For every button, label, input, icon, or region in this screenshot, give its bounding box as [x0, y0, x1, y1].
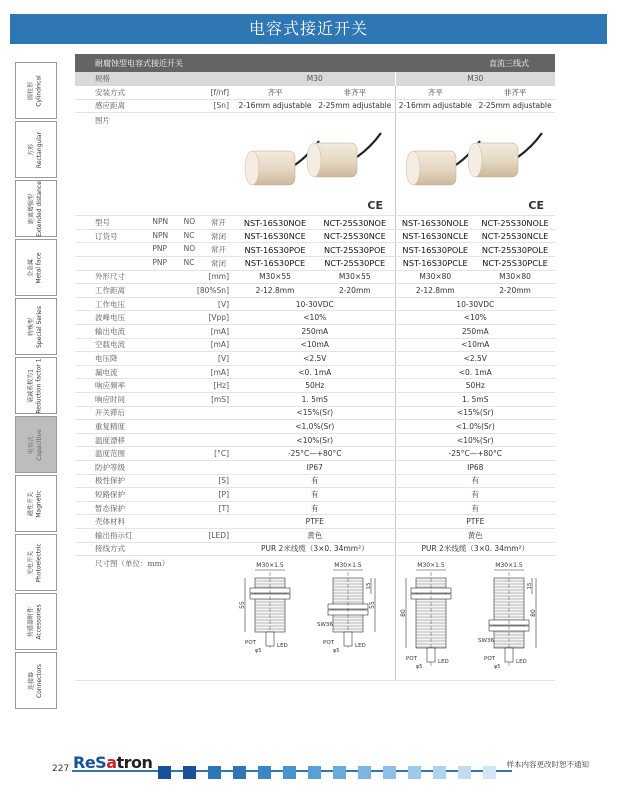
footer-square — [233, 766, 246, 779]
row-value: M30×55 — [235, 270, 315, 284]
output-type: PNP — [152, 244, 167, 254]
model-number: NST-16S30POLE — [395, 243, 475, 257]
row-label: 极性保护 — [75, 474, 185, 488]
row-unit — [185, 515, 235, 529]
category-sidebar — [15, 62, 57, 711]
cable-diameter-label: φ5 — [255, 648, 262, 655]
spec-row — [75, 433, 555, 447]
order-code-row — [75, 243, 555, 257]
contact-type: NC — [183, 257, 195, 267]
row-value: <0. 1mA — [235, 365, 395, 379]
row-value: 2-12.8mm — [235, 284, 315, 298]
row-value: <2.5V — [235, 352, 395, 366]
row-unit: [80%Sn] — [185, 284, 235, 298]
footer-square — [183, 766, 196, 779]
model-number: NST-16S30PCE — [235, 257, 315, 271]
row-value: 有 — [235, 474, 395, 488]
footer-square — [458, 766, 471, 779]
detection-label: 15 — [526, 582, 533, 590]
row-value: 250mA — [235, 325, 395, 339]
output-type: NPN — [152, 217, 169, 227]
row-unit — [185, 460, 235, 474]
picture-row — [75, 113, 555, 216]
row-value: PTFE — [395, 515, 555, 529]
footer-square — [433, 766, 446, 779]
section-title: 耐腐蚀型电容式接近开关 — [95, 58, 183, 68]
dimension-drawing-row — [75, 556, 555, 681]
row-value: <1.0%(Sr) — [395, 420, 555, 434]
footer-square — [383, 766, 396, 779]
row-value: <10% — [235, 311, 395, 325]
sidebar-tab-text: 全金属 Metal face — [27, 251, 43, 284]
row-value: 有 — [395, 474, 555, 488]
spec-row — [75, 86, 555, 100]
row-unit: [mS] — [185, 393, 235, 407]
sidebar-tab-text: 光电开关 Photoelectric — [28, 542, 43, 583]
model-number: NCT-25S30PCLE — [475, 257, 555, 271]
ce-mark: CE — [527, 199, 544, 213]
row-value: 250mA — [395, 325, 555, 339]
row-label: 响应时间 — [75, 393, 185, 407]
cable-diameter-label: φ5 — [493, 664, 500, 671]
cable-diameter-label: φ5 — [333, 648, 340, 655]
row-label: 响应频率 — [75, 379, 185, 393]
model-number: NST-16S30NOLE — [395, 216, 475, 230]
model-group-1: M30 — [235, 72, 395, 86]
row-value: 齐平 — [395, 86, 475, 100]
sidebar-tab-text: 方形 Rectangular — [28, 131, 43, 168]
row-unit: [f/nf] — [185, 86, 235, 100]
order-code-row — [75, 216, 555, 230]
thread-label: M30×1.5 — [256, 562, 284, 570]
row-unit — [185, 433, 235, 447]
length-label: 55 — [239, 601, 246, 609]
row-unit — [185, 420, 235, 434]
row-value: 非齐平 — [315, 86, 395, 100]
sidebar-tab-text: 连接器 Connectors — [27, 663, 43, 698]
row-value: 50Hz — [235, 379, 395, 393]
length-label: 80 — [529, 609, 537, 617]
spec-header-row — [75, 72, 555, 86]
sidebar-tab-0[interactable] — [15, 62, 57, 119]
row-unit: [mA] — [185, 325, 235, 339]
row-value: <1.0%(Sr) — [235, 420, 395, 434]
row-unit: [V] — [185, 352, 235, 366]
row-value: -25°C—+80°C — [395, 447, 555, 461]
order-code-label — [75, 257, 235, 271]
row-value: 2-25mm adjustable — [475, 99, 555, 113]
row-value: PUR 2米线缆（3×0. 34mm²） — [395, 542, 555, 556]
row-value: 2-16mm adjustable — [395, 99, 475, 113]
footer-square — [283, 766, 296, 779]
wrench-size-label: SW36 — [477, 638, 494, 645]
row-unit: [Vpp] — [185, 311, 235, 325]
dimension-drawing — [398, 556, 556, 678]
spec-row — [75, 447, 555, 461]
sidebar-tab-text: 衰减系数为1 Reduction factor 1 — [28, 357, 43, 414]
contact-type-cn: 常闭 — [210, 231, 226, 241]
sensor-drawing — [239, 562, 290, 654]
row-value: <10%(Sr) — [235, 433, 395, 447]
row-unit: [Sn] — [185, 99, 235, 113]
row-label: 漏电流 — [75, 365, 185, 379]
order-code-label — [75, 243, 235, 257]
sensor-drawing — [478, 562, 537, 670]
row-value: 非齐平 — [475, 86, 555, 100]
row-value: M30×55 — [315, 270, 395, 284]
sensor-drawing — [400, 562, 451, 670]
row-value: 10-30VDC — [395, 297, 555, 311]
row-unit: [LED] — [185, 528, 235, 542]
length-label: 80 — [399, 609, 407, 617]
section-wiring-type: 直流三线式 — [489, 58, 529, 68]
sensor-body — [307, 133, 381, 177]
footer-square — [308, 766, 321, 779]
order-code-label — [75, 216, 235, 230]
row-label: 输出电流 — [75, 325, 185, 339]
model-number: NST-16S30NCE — [235, 229, 315, 243]
row-label: 温度漂移 — [75, 433, 185, 447]
sidebar-tab-text: 电容式 Capacitive — [28, 428, 43, 461]
row-label: 防护等级 — [75, 460, 185, 474]
footer-square — [258, 766, 271, 779]
row-label: 型号 — [95, 218, 110, 228]
sidebar-tab-1[interactable] — [15, 121, 57, 178]
row-value: <2.5V — [395, 352, 555, 366]
footer-square — [408, 766, 421, 779]
spec-row — [75, 325, 555, 339]
spec-table — [75, 72, 555, 681]
row-value: <10% — [395, 311, 555, 325]
change-notice: 样本内容更改时恕不通知 — [506, 760, 589, 769]
row-value: 2-12.8mm — [395, 284, 475, 298]
row-value: 50Hz — [395, 379, 555, 393]
output-type: PNP — [152, 257, 167, 267]
led-label: LED — [277, 643, 288, 650]
spec-row — [75, 420, 555, 434]
row-value: 齐平 — [235, 86, 315, 100]
row-unit: [Hz] — [185, 379, 235, 393]
pot-label: POT — [323, 640, 335, 647]
sidebar-tab-4[interactable] — [15, 298, 57, 355]
row-label: 电压降 — [75, 352, 185, 366]
row-label: 开关滞后 — [75, 406, 185, 420]
row-value: <15%(Sr) — [235, 406, 395, 420]
sidebar-tab-text: 距离增强型 Extended distance — [28, 180, 44, 237]
spec-row — [75, 528, 555, 542]
model-number: NCT-25S30NOE — [315, 216, 395, 230]
contact-type-cn: 常开 — [210, 218, 226, 228]
pot-label: POT — [245, 640, 257, 647]
row-value: PTFE — [235, 515, 395, 529]
sidebar-tab-8[interactable] — [15, 534, 57, 591]
row-value: 有 — [395, 501, 555, 515]
pot-label: POT — [483, 656, 495, 663]
spec-row — [75, 99, 555, 113]
sidebar-tab-7[interactable] — [15, 475, 57, 532]
row-unit: [mA] — [185, 338, 235, 352]
footer-square — [483, 766, 496, 779]
length-label: 55 — [369, 601, 376, 609]
spec-row — [75, 406, 555, 420]
detection-label: 15 — [366, 582, 372, 590]
spec-row — [75, 474, 555, 488]
order-code-row — [75, 229, 555, 243]
row-value: <15%(Sr) — [395, 406, 555, 420]
spec-row — [75, 270, 555, 284]
model-number: NCT-25S30NOLE — [475, 216, 555, 230]
row-value: M30×80 — [475, 270, 555, 284]
sidebar-tab-6[interactable] — [15, 416, 57, 473]
row-label: 工作电压 — [75, 297, 185, 311]
spec-row — [75, 460, 555, 474]
spec-row — [75, 297, 555, 311]
row-unit: [P] — [185, 488, 235, 502]
contact-type-cn: 常开 — [210, 245, 226, 255]
order-code-label — [75, 229, 235, 243]
model-number: NCT-25S30NCLE — [475, 229, 555, 243]
output-type: NPN — [152, 230, 169, 240]
footer-square — [333, 766, 346, 779]
row-label: 重复精度 — [75, 420, 185, 434]
spec-row — [75, 542, 555, 556]
row-value: <10%(Sr) — [395, 433, 555, 447]
row-label: 输出指示灯 — [75, 528, 185, 542]
footer-square — [158, 766, 171, 779]
sidebar-tab-text: 传感器附件 Accessories — [27, 603, 43, 640]
row-unit: [mm] — [185, 270, 235, 284]
picture-label: 图片 — [75, 113, 235, 216]
spec-row — [75, 338, 555, 352]
thread-label: M30×1.5 — [334, 562, 362, 570]
row-label: 接线方式 — [75, 542, 185, 556]
row-value: 1. 5mS — [235, 393, 395, 407]
row-value: 2-16mm adjustable — [235, 99, 315, 113]
wrench-size-label: SW36 — [317, 622, 333, 629]
contact-type: NC — [183, 230, 195, 240]
dimension-drawing-cell — [395, 556, 555, 681]
sidebar-tab-2[interactable] — [15, 180, 57, 237]
row-value: 10-30VDC — [235, 297, 395, 311]
sidebar-tab-3[interactable] — [15, 239, 57, 296]
row-value: <10mA — [235, 338, 395, 352]
row-label: 壳体材料 — [75, 515, 185, 529]
sidebar-tab-text: 圆柱形 Cylindrical — [28, 74, 43, 107]
page-number: 227 — [52, 764, 70, 774]
section-header — [75, 54, 555, 72]
row-label: 温度范围 — [75, 447, 185, 461]
product-photo — [398, 113, 556, 213]
brand-logo: ReSatron — [73, 753, 153, 772]
sidebar-tab-text: 磁性开关 Magnetic — [27, 489, 43, 518]
row-value: PUR 2米线缆（3×0. 34mm²） — [235, 542, 395, 556]
page-title: 电容式接近开关 — [10, 14, 607, 44]
row-label: 波峰电压 — [75, 311, 185, 325]
row-label: 空载电流 — [75, 338, 185, 352]
sidebar-tab-text: 特殊型 Special Series — [28, 305, 44, 348]
spec-row — [75, 352, 555, 366]
spec-row — [75, 284, 555, 298]
model-number: NST-16S30NOE — [235, 216, 315, 230]
spec-label: 规格 — [75, 72, 235, 86]
led-label: LED — [515, 659, 527, 666]
model-number: NCT-25S30POE — [315, 243, 395, 257]
row-value: IP68 — [395, 460, 555, 474]
row-unit: [°C] — [185, 447, 235, 461]
led-label: LED — [437, 659, 449, 666]
spec-row — [75, 365, 555, 379]
row-value: 有 — [235, 501, 395, 515]
row-value: <10mA — [395, 338, 555, 352]
thread-label: M30×1.5 — [416, 562, 445, 570]
order-code-row — [75, 257, 555, 271]
row-value: 2-20mm — [315, 284, 395, 298]
row-value: <0. 1mA — [395, 365, 555, 379]
spec-row — [75, 501, 555, 515]
footer-square — [358, 766, 371, 779]
row-value: 2-25mm adjustable — [315, 99, 395, 113]
row-unit: [T] — [185, 501, 235, 515]
row-label: 外形尺寸 — [75, 270, 185, 284]
row-value: 1. 5mS — [395, 393, 555, 407]
row-unit — [185, 406, 235, 420]
thread-label: M30×1.5 — [494, 562, 523, 570]
model-group-2: M30 — [395, 72, 555, 86]
row-value: 黄色 — [235, 528, 395, 542]
row-label — [95, 258, 145, 269]
contact-type: NO — [183, 244, 196, 254]
row-value: 黄色 — [395, 528, 555, 542]
row-label: 暂态保护 — [75, 501, 185, 515]
row-label: 感应距离 — [75, 99, 185, 113]
spec-sheet — [75, 54, 555, 681]
spec-row — [75, 515, 555, 529]
row-value: 2-20mm — [475, 284, 555, 298]
sidebar-tab-10[interactable] — [15, 652, 57, 709]
sidebar-tab-9[interactable] — [15, 593, 57, 650]
row-label: 短路保护 — [75, 488, 185, 502]
pot-label: POT — [405, 656, 417, 663]
sidebar-tab-5[interactable] — [15, 357, 57, 414]
sensor-body — [468, 133, 542, 177]
row-value: -25°C—+80°C — [235, 447, 395, 461]
spec-row — [75, 488, 555, 502]
row-unit: [S] — [185, 474, 235, 488]
contact-type-cn: 常闭 — [210, 258, 226, 268]
dimension-drawing-cell — [235, 556, 395, 681]
row-value: 有 — [395, 488, 555, 502]
row-value: IP67 — [235, 460, 395, 474]
row-label — [95, 244, 145, 255]
model-number: NCT-25S30NCE — [315, 229, 395, 243]
sensor-drawing — [317, 562, 376, 654]
model-number: NST-16S30POE — [235, 243, 315, 257]
row-label: 订货号 — [95, 231, 118, 241]
spec-row — [75, 393, 555, 407]
model-number: NCT-25S30PCE — [315, 257, 395, 271]
row-unit: [mA] — [185, 365, 235, 379]
row-unit — [185, 542, 235, 556]
product-photo-cell — [395, 113, 555, 216]
product-photo — [237, 113, 395, 213]
row-value: 有 — [235, 488, 395, 502]
spec-row — [75, 379, 555, 393]
product-photo-cell — [235, 113, 395, 216]
model-number: NCT-25S30POLE — [475, 243, 555, 257]
spec-row — [75, 311, 555, 325]
contact-type: NO — [183, 217, 196, 227]
model-number: NST-16S30PCLE — [395, 257, 475, 271]
led-label: LED — [355, 643, 366, 650]
footer-square — [208, 766, 221, 779]
ce-mark: CE — [367, 199, 383, 213]
row-label: 安装方式 — [75, 86, 185, 100]
cable-diameter-label: φ5 — [415, 664, 422, 671]
dimension-drawing — [237, 556, 395, 678]
drawing-label: 尺寸图（单位：mm） — [75, 556, 235, 681]
row-value: M30×80 — [395, 270, 475, 284]
row-unit: [V] — [185, 297, 235, 311]
model-number: NST-16S30NCLE — [395, 229, 475, 243]
row-label: 工作距离 — [75, 284, 185, 298]
